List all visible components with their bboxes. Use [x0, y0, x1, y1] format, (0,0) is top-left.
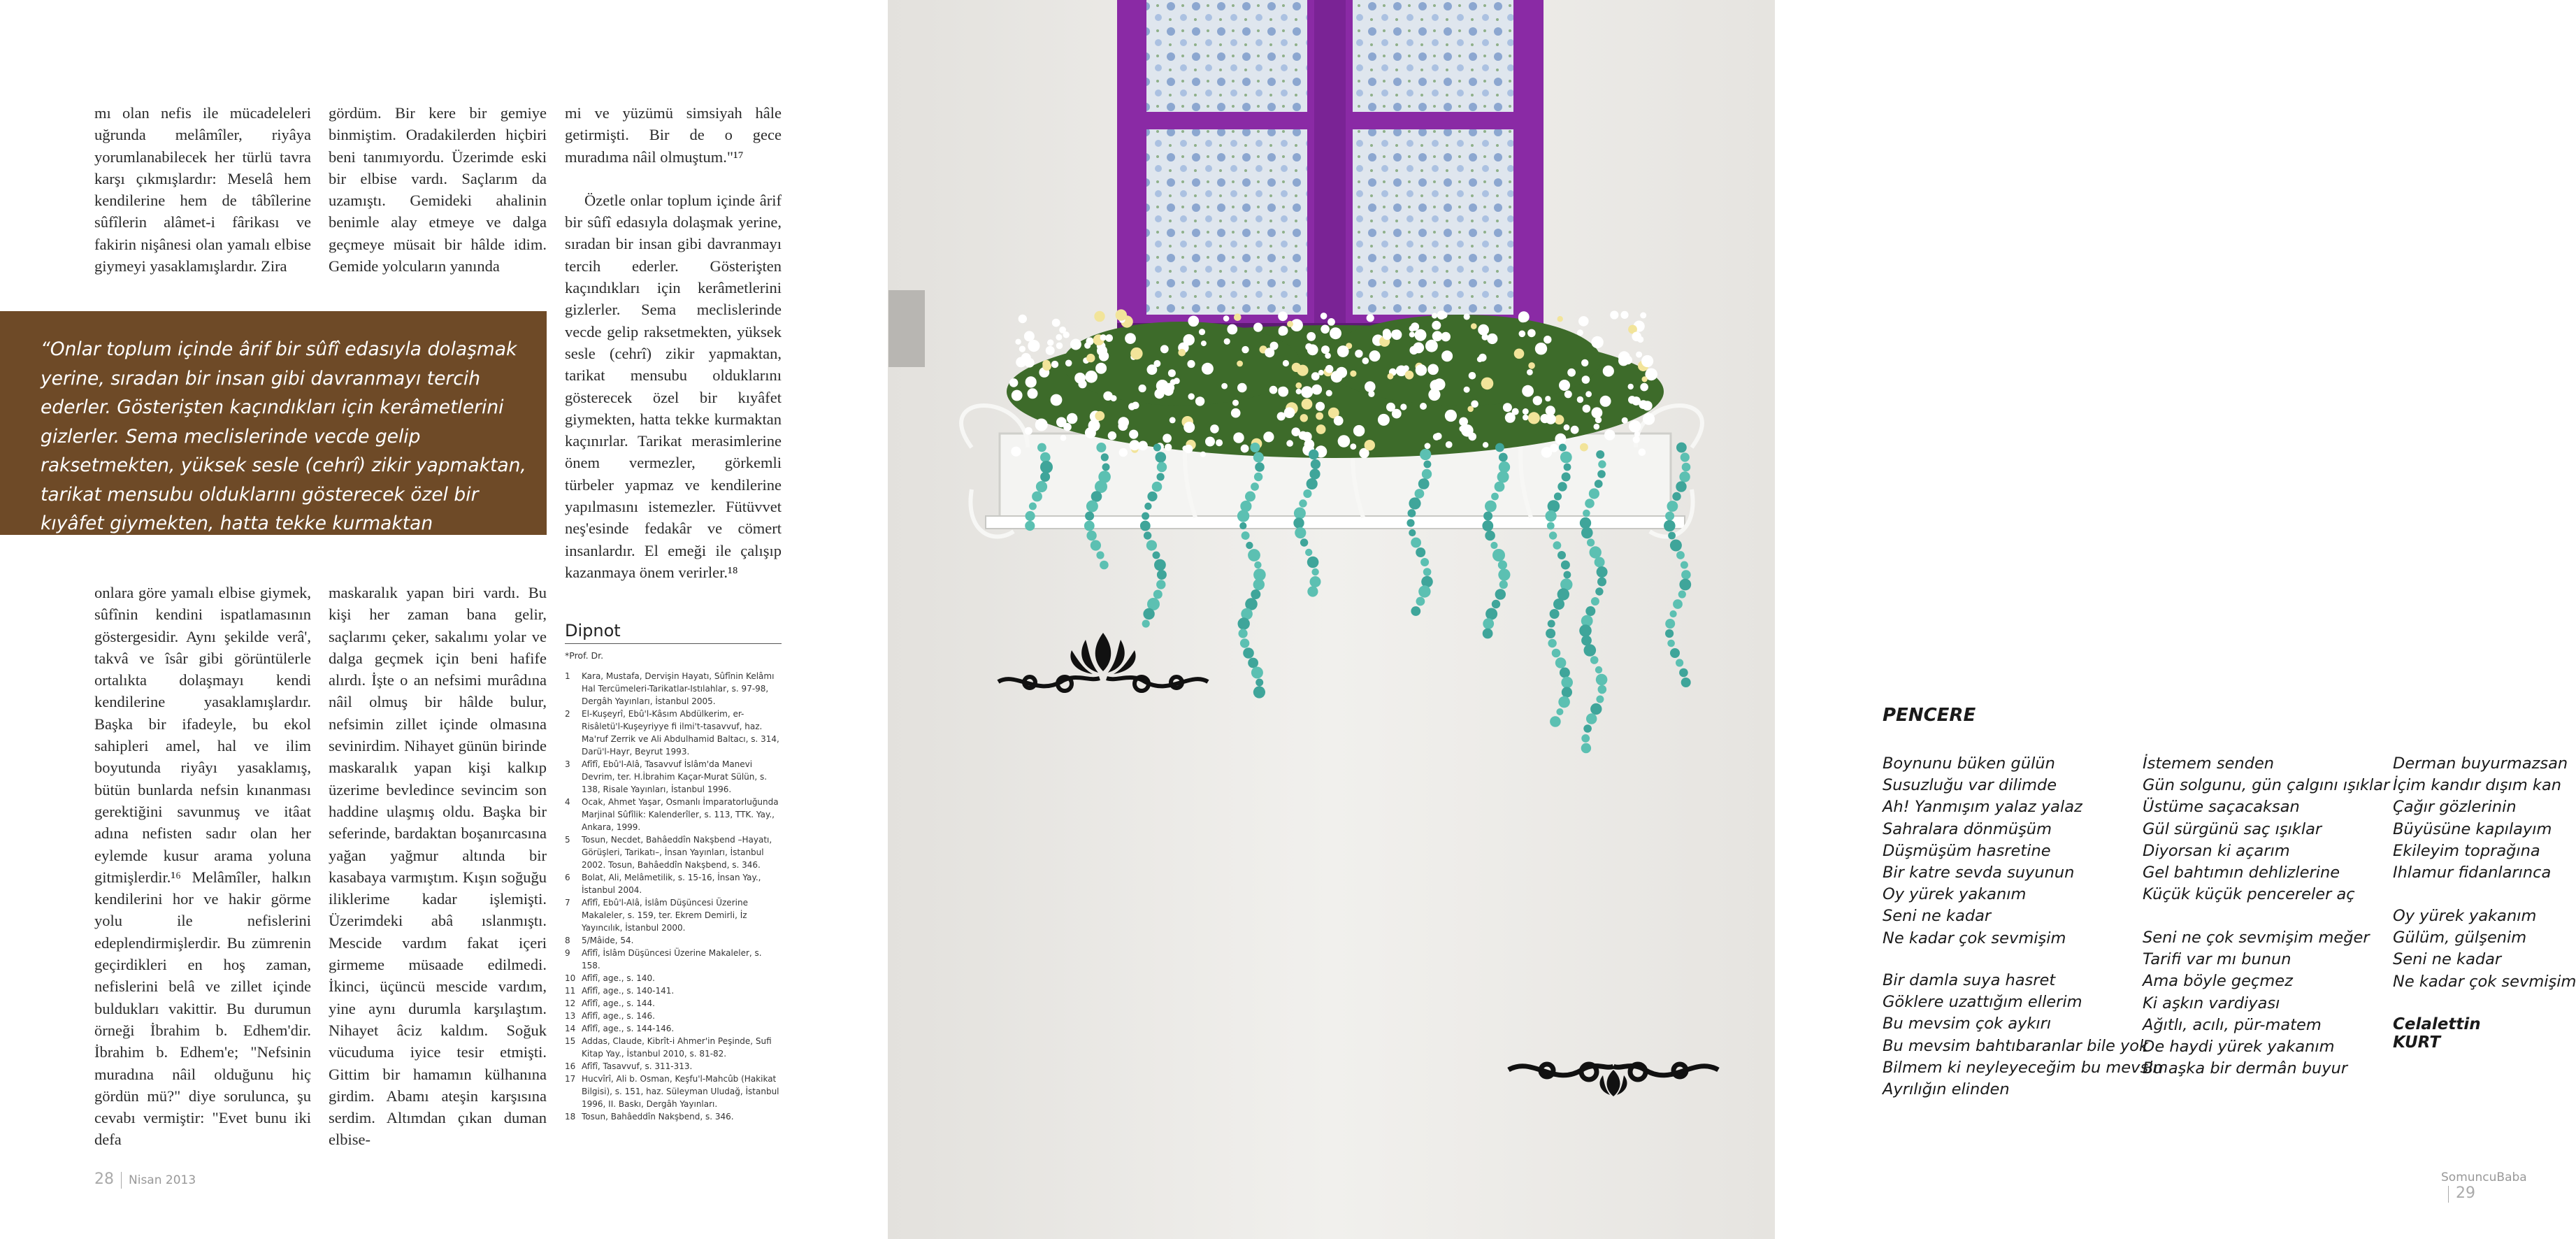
footnote-item	[565, 708, 782, 758]
body-text-column-1-bottom: onlara göre yamalı elbise giymek, sûfînin kendini ispatlamasının göstergesidir. Aynı şekilde verâ', takvâ ve îsâr gibi görüntülerle ortalıkta dolaşmayı kendi kendilerine yasaklamışlardır. Başka bir ifadeyle, bu ekol sahipleri amel, hal ve ilim boyutunda riyâyı yasaklamış, bütün bunlarda nefsin kınanması gerektiğini savunmuş ve itâat adına nefisten sadır olan her eylemde kusur arama yoluna gitmişlerdir.¹⁶ Melâmîler, halkın kendilerini hor ve hakir görme yolu ile nefislerini edeplendirmişlerdir. Bu zümrenin geçirdikleri en hoş zaman, nefislerini belâ ve zillet içinde buldukları vakittir. Bu durumun örneği İbrahim b. Edhem'dir. İbrahim b. Edhem'e; "Nefsinin muradına nâil olduğunu hiç gördün mü?" diye sorulunca, şu cevabı vermiştir: "Evet bunu iki defa	[94, 584, 311, 1149]
poem-line: İçim kandır dışım kan	[2393, 776, 2561, 795]
footnote-number: 15	[565, 1036, 576, 1046]
footnote-number: 13	[565, 1011, 576, 1021]
footnote-number: 4	[565, 797, 570, 807]
footnote-number: 17	[565, 1074, 576, 1084]
poem-stanza-1	[1883, 753, 2082, 950]
footnote-number: 2	[565, 709, 570, 719]
footnote-text: Tosun, Bahâeddîn Nakşbend, s. 346.	[582, 1112, 734, 1122]
body-text-column-1-top: mı olan nefis ile mücadeleleri uğrunda melâmîler, riyâya yorumlanabilecek her türlü tavra karşı çıkmışlardır: Meselâ hem kendilerine hem de tâbîlerine sûfîlerin alâmet-i fârikası ve fakirin nişânesi olan yamalı elbise giymeyi yasaklamışlardır. Zira	[94, 104, 311, 275]
footnote-item	[565, 1022, 782, 1035]
footnote-item	[565, 1010, 782, 1022]
footnote-item	[565, 796, 782, 833]
poem-line: İstemem senden	[2143, 754, 2275, 773]
poem-line: Bir damla suya hasret	[1883, 971, 2056, 989]
poem-line: Derman buyurmazsan	[2393, 754, 2568, 773]
poem-stanza-4	[2143, 927, 2370, 1080]
body-text-column-2-bottom: maskaralık yapan biri vardı. Bu kişi her zaman bana gelir, saçlarımı çeker, sakalımı yolar ve dalga geçmek için beni hafife alırdı. İşte o an nefsimi murâdına nâil olmuş bir hâlde bulur, nefsimin zillet içinde olmasına sevinirdim. Nihayet günün birinde maskaralık yapan kişi kalkıp üzerime bevledince sevincim son haddine ulaşmış oldu. Başka bir seferinde, bardaktan boşanırcasına yağan yağmur altında bir kasabaya varmıştım. Kışın soğuğu iliklerime kadar işlemişti. Üzerimdeki abâ ıslanmıştı. Mescide vardım fakat içeri girmeme müsaade edilmedi. İkinci, üçüncü mescide vardım, yine aynı durumla karşılaştım. Nihayet âciz kaldım. Soğuk vücuduma iyice tesir etmişti. Gittim bir hamamın külhanına girdim. Abamı ateşin karşısına serdim. Altımdan çıkan duman elbise-	[329, 584, 547, 1149]
footnote-number: 7	[565, 898, 570, 908]
footnote-text: 5/Mâide, 54.	[582, 936, 634, 945]
poem-line: Seni ne çok sevmişim meğer	[2143, 929, 2370, 947]
poem-line: Ihlamur fidanlarınca	[2393, 864, 2552, 882]
footnotes-divider	[565, 643, 782, 644]
footnote-item	[565, 896, 782, 934]
poem-line: Seni ne kadar	[2393, 950, 2502, 969]
footnote-text: Afîfî, İslâm Düşüncesi Üzerine Makaleler, s. 158.	[582, 948, 762, 971]
page-number: 28	[94, 1170, 114, 1188]
poem-line: Üstüme saçacaksan	[2143, 798, 2300, 817]
footnote-item	[565, 947, 782, 972]
footnote-text: Ocak, Ahmet Yaşar, Osmanlı İmparatorluğunda Marjinal Sûfîlik: Kalenderîler, s. 113, TTK. Yay., Ankara, 1999.	[582, 797, 779, 832]
footnote-number: 6	[565, 873, 570, 882]
footnote-text: Afîfî, age., s. 144.	[582, 998, 655, 1008]
poem-line: Gel bahtımın dehlizlerine	[2143, 864, 2340, 882]
footnote-text: Afîfî, age., s. 140-141.	[582, 986, 675, 996]
footnotes-heading: Dipnot	[565, 621, 621, 640]
poem-line: Ekileyim toprağına	[2393, 841, 2540, 860]
footnote-text: Tosun, Necdet, Bahâeddîn Nakşbend –Hayatı, Görüşleri, Tarikatı–, İnsan Yayınları, İstanbul 2002. Tosun, Bahâeddîn Nakşbend, s. 346.	[582, 835, 772, 870]
right-page	[888, 0, 2576, 1239]
poem-stanza-3	[2143, 753, 2389, 905]
poem-line: Ki aşkın vardiyası	[2143, 994, 2280, 1012]
footnote-number: 10	[565, 973, 576, 983]
footnote-text: Addas, Claude, Kibrît-i Ahmer'in Peşinde, Sufi Kitap Yay., İstanbul 2010, s. 81-82.	[582, 1036, 772, 1059]
ornament-top-icon	[995, 629, 1211, 696]
folio-separator	[121, 1172, 122, 1189]
body-text-column-2-top: gördüm. Bir kere bir gemiye binmiştim. Oradakilerden hiçbiri beni tanımıyordu. Üzerimde eski bir elbise vardı. Saçlarım da uzamıştı. Gemideki ahalinin benimle alay etmeye ve dalga geçmeye müsait bir hâlde idim. Gemide yolcuların yanında	[329, 104, 547, 275]
footnote-number: 1	[565, 671, 570, 681]
author-title-note: *Prof. Dr.	[565, 650, 604, 661]
pull-quote: “Onlar toplum içinde ârif bir sûfî edasıyla dolaşmak yerine, sıradan bir insan gibi davranmayı tercih ederler. Gösterişten kaçındıkları için kerâmetlerini gizlerler. Sema meclislerinde vecde gelip raksetmekten, yüksek sesle (cehrî) zikir yapmaktan, tarikat mensubu olduklarını gösterecek özel bir kıyâfet giymekten, hatta tekke kurmaktan kaçınırlar.”	[0, 311, 547, 535]
poem-line: Bu mevsim çok aykırı	[1883, 1015, 2052, 1033]
left-page	[0, 0, 888, 1239]
poem-line: Bu mevsim bahtıbaranlar bile yok	[1883, 1036, 2149, 1055]
poem-line: Ne kadar çok sevmişim	[1883, 929, 2066, 947]
footnote-text: Afîfî, age., s. 144-146.	[582, 1024, 675, 1033]
poem-stanza-5	[2393, 753, 2568, 884]
poem-line: Sahralara dönmüşüm	[1883, 819, 2052, 838]
footnote-item	[565, 1035, 782, 1060]
footnote-item	[565, 871, 782, 896]
footnotes-list	[565, 670, 782, 1123]
footnote-text: Afîfî, age., s. 140.	[582, 973, 655, 983]
footnote-number: 16	[565, 1061, 576, 1071]
footnote-item	[565, 758, 782, 796]
footnote-number: 3	[565, 759, 570, 769]
poem-line: Ağıtlı, acılı, pür-matem	[2143, 1015, 2322, 1034]
poem-title: PENCERE	[1883, 705, 1976, 726]
footnote-item	[565, 984, 782, 997]
poem-line: Düşmüşüm hasretine	[1883, 841, 2051, 860]
footnote-number: 18	[565, 1112, 576, 1122]
footnote-item	[565, 670, 782, 708]
footnote-text: Bolat, Ali, Melâmetilik, s. 15-16, İnsan Yay., İstanbul 2004.	[582, 873, 761, 895]
poem-line: Diyorsan ki açarım	[2143, 841, 2290, 860]
footnote-item	[565, 833, 782, 871]
ornament-bottom-icon	[1505, 1049, 1722, 1098]
footnote-number: 9	[565, 948, 570, 958]
poem-line: Büyüsüne kapılayım	[2393, 819, 2552, 838]
footnote-number: 12	[565, 998, 576, 1008]
poem-line: Oy yürek yakanım	[2393, 907, 2537, 925]
poem-line: De haydi yürek yakanım	[2143, 1038, 2335, 1057]
poem-line: Ama böyle geçmez	[2143, 972, 2293, 991]
footnote-item	[565, 1060, 782, 1073]
footnote-number: 11	[565, 986, 576, 996]
footnote-text: Afîfî, Tasavvuf, s. 311-313.	[582, 1061, 693, 1071]
issue-date: Nisan 2013	[129, 1173, 196, 1187]
poem-line: Ne kadar çok sevmişim	[2393, 972, 2576, 991]
poem-line: Çağır gözlerinin	[2393, 798, 2517, 817]
poem-line: Ayrılığın elinden	[1883, 1080, 2010, 1099]
poem-stanza-6	[2393, 905, 2576, 993]
magazine-name: SomuncuBaba	[2441, 1170, 2527, 1184]
footnote-item	[565, 1073, 782, 1110]
footnote-item	[565, 997, 782, 1010]
poem-line: Bu aşka bir dermân buyur	[2143, 1059, 2348, 1078]
poem-author: Celalettin KURT	[2393, 1015, 2481, 1052]
footnote-number: 14	[565, 1024, 576, 1033]
poem-line: Ah! Yanmışım yalaz yalaz	[1883, 798, 2082, 817]
poem-line: Bir katre sevda suyunun	[1883, 864, 2075, 882]
footnote-number: 5	[565, 835, 570, 845]
poem-stanza-2	[1883, 970, 2168, 1101]
footnote-text: Kara, Mustafa, Dervişin Hayatı, Sûfînin Kelâmı Hal Tercümeleri-Tarikatlar-Istılahlar, s. 97-98, Dergâh Yayınları, İstanbul 2005.	[582, 671, 775, 706]
poem-line: Seni ne kadar	[1883, 907, 1992, 926]
poem-line: Tarifi var mı bunun	[2143, 950, 2291, 969]
page-folio-left	[94, 1170, 196, 1189]
page-number: 29	[2456, 1184, 2475, 1202]
poem-line: Göklere uzattığım ellerim	[1883, 993, 2082, 1012]
poem-line: Oy yürek yakanım	[1883, 885, 2027, 904]
footnote-text: Afîfî, age., s. 146.	[582, 1011, 655, 1021]
poem-line: Bilmem ki neyleyeceğim bu mevsim	[1883, 1058, 2168, 1077]
poem-line: Susuzluğu var dilimde	[1883, 776, 2057, 795]
footnote-number: 8	[565, 936, 570, 945]
footnote-text: Afîfî, Ebû'l-Alâ, Tasavvuf İslâm'da Manevi Devrim, ter. H.İbrahim Kaçar-Murat Sülün, s. 138, Risale Yayınları, İstanbul 1996.	[582, 759, 768, 794]
poem-line: Küçük küçük pencereler aç	[2143, 885, 2355, 904]
footnote-item	[565, 972, 782, 984]
footnote-text: El-Kuşeyrî, Ebû'l-Kâsım Abdülkerim, er-Risâletü'l-Kuşeyriyye fi ilmi't-tasavvuf, haz. Ma'ruf Zerrik ve Ali Abdulhamid Baltacı, s. 314, Darü'l-Hayr, Beyrut 1993.	[582, 709, 779, 757]
footnote-item	[565, 1110, 782, 1123]
footnote-item	[565, 934, 782, 947]
body-text-column-3: mi ve yüzümü simsiyah hâle getirmişti. Bir de o gece muradıma nâil olmuştum."¹⁷ Özetle onlar toplum içinde ârif bir sûfî edasıyla dolaşmak yerine, sıradan bir insan gibi davranmayı tercih ederler. Gösterişten kaçındıkları için kerâmetlerini gizlerler. Sema meclislerinde vecde gelip raksetmekten, yüksek sesle (cehrî) zikir yapmaktan, tarikat mensubu olduklarını gösterecek özel bir kıyâfet giymekten, hatta tekke kurmaktan kaçınırlar. Tarikat merasimlerine önem vermezler, görkemli türbeler yapmaz ve kendilerine yapılmasını istemezler. Fütüvvet neş'esinde fedakâr ve cömert insanlardır. El emeği ile çalışıp kazanmaya önem verirler.¹⁸	[565, 104, 782, 581]
poem-line: Gül sürgünü saç ışıklar	[2143, 819, 2322, 838]
footnote-text: Hucvîrî, Ali b. Osman, Keşfu'l-Mahcûb (Hakikat Bilgisi), s. 151, haz. Süleyman Uludağ, İstanbul 1996, II. Baskı, Dergâh Yayınları.	[582, 1074, 779, 1109]
folio-separator	[2448, 1186, 2449, 1203]
page-folio-right	[2441, 1170, 2527, 1203]
footnote-text: Afîfî, Ebû'l-Alâ, İslâm Düşüncesi Üzerine Makaleler, s. 159, ter. Ekrem Demirli, İz Yayıncılık, İstanbul 2000.	[582, 898, 748, 933]
poem-line: Boynunu büken gülün	[1883, 754, 2055, 773]
poem-line: Gün solgunu, gün çalgını ışıklar	[2143, 776, 2390, 795]
poem-line: Gülüm, gülşenim	[2393, 929, 2527, 947]
